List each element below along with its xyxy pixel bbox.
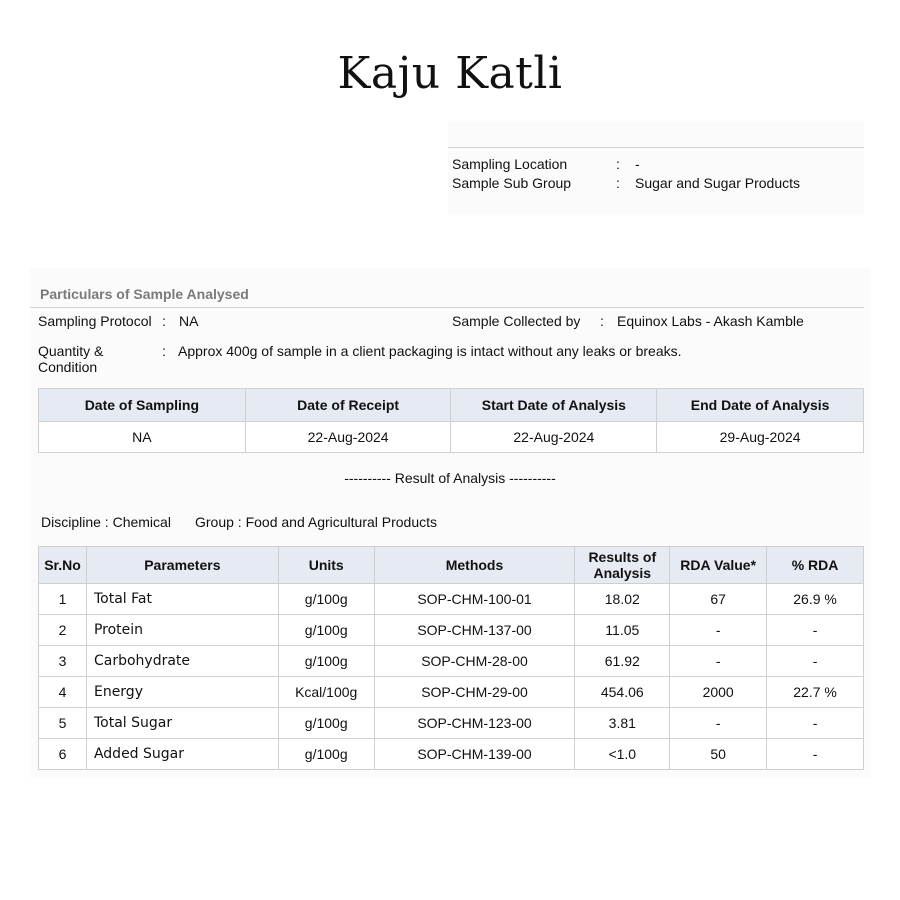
header-units: Units [278,547,374,584]
row-sr-no: 4 [39,677,87,708]
sample-subgroup-label: Sample Sub Group [452,175,572,191]
sampling-location-separator: : [616,156,620,172]
row-pct-rda: - [767,646,864,677]
sampling-protocol-separator: : [162,313,166,329]
row-unit: g/100g [278,739,374,770]
group-label: Group : Food and Agricultural Products [195,514,438,530]
row-pct-rda: - [767,615,864,646]
divider [448,147,864,148]
row-rda: - [670,708,767,739]
table-header-row [39,547,864,584]
header-results-line1: Results of [588,549,657,565]
result-of-analysis-heading: ---------- Result of Analysis ---------- [344,470,556,486]
header-date-of-sampling: Date of Sampling [39,389,246,422]
divider [30,307,864,308]
row-rda: - [670,646,767,677]
row-method: SOP-CHM-139-00 [374,739,575,770]
table-header-row [39,389,864,422]
sampling-protocol-label: Sampling Protocol [38,313,152,329]
sample-collected-label: Sample Collected by [452,313,581,329]
row-pct-rda: - [767,739,864,770]
row-method: SOP-CHM-123-00 [374,708,575,739]
row-parameter: Total Sugar [86,708,278,739]
header-date-of-receipt: Date of Receipt [245,389,451,422]
quantity-label-line2: Condition [38,359,98,375]
row-unit: g/100g [278,708,374,739]
row-pct-rda: 26.9 % [767,584,864,615]
dates-table [38,388,864,453]
row-rda: 50 [670,739,767,770]
sampling-location-label: Sampling Location [452,156,568,172]
header-pct-rda: % RDA [767,547,864,584]
discipline-label: Discipline : Chemical [41,514,171,530]
row-parameter: Total Fat [86,584,278,615]
row-unit: Kcal/100g [278,677,374,708]
row-parameter: Energy [86,677,278,708]
row-result: 18.02 [575,584,670,615]
header-parameters: Parameters [86,547,278,584]
row-method: SOP-CHM-28-00 [374,646,575,677]
quantity-value: Approx 400g of sample in a client packaging is intact without any leaks or breaks. [178,343,682,359]
row-pct-rda: 22.7 % [767,677,864,708]
table-row [39,739,864,770]
header-end-date: End Date of Analysis [657,389,864,422]
sampling-protocol-value: NA [179,313,199,329]
results-table [38,546,864,770]
header-sr-no: Sr.No [39,547,87,584]
row-result: 3.81 [575,708,670,739]
row-unit: g/100g [278,646,374,677]
row-pct-rda: - [767,708,864,739]
row-result: <1.0 [575,739,670,770]
header-results-line2: Analysis [593,565,652,581]
header-methods: Methods [374,547,575,584]
date-of-receipt-value: 22-Aug-2024 [245,422,451,453]
table-row [39,584,864,615]
sample-subgroup-separator: : [616,175,620,191]
header-rda-value: RDA Value* [670,547,767,584]
end-date-value: 29-Aug-2024 [657,422,864,453]
start-date-value: 22-Aug-2024 [451,422,657,453]
row-rda: 67 [670,584,767,615]
row-sr-no: 3 [39,646,87,677]
row-result: 61.92 [575,646,670,677]
quantity-separator: : [162,343,166,359]
table-row [39,646,864,677]
row-result: 11.05 [575,615,670,646]
sampling-location-value: - [635,156,640,172]
row-parameter: Protein [86,615,278,646]
row-parameter: Added Sugar [86,739,278,770]
row-sr-no: 5 [39,708,87,739]
particulars-heading: Particulars of Sample Analysed [40,286,249,302]
row-unit: g/100g [278,584,374,615]
row-rda: 2000 [670,677,767,708]
row-parameter: Carbohydrate [86,646,278,677]
row-sr-no: 1 [39,584,87,615]
sample-collected-value: Equinox Labs - Akash Kamble [617,313,804,329]
row-method: SOP-CHM-137-00 [374,615,575,646]
header-start-date: Start Date of Analysis [451,389,657,422]
table-row [39,615,864,646]
row-result: 454.06 [575,677,670,708]
quantity-label-line1: Quantity & [38,343,104,359]
row-rda: - [670,615,767,646]
header-results [575,547,670,584]
table-row [39,677,864,708]
table-row [39,708,864,739]
row-method: SOP-CHM-100-01 [374,584,575,615]
sample-subgroup-value: Sugar and Sugar Products [635,175,800,191]
page-title: Kaju Katli [337,48,563,99]
table-row [39,422,864,453]
sample-collected-separator: : [600,313,604,329]
row-sr-no: 2 [39,615,87,646]
row-unit: g/100g [278,615,374,646]
date-of-sampling-value: NA [39,422,246,453]
row-method: SOP-CHM-29-00 [374,677,575,708]
row-sr-no: 6 [39,739,87,770]
